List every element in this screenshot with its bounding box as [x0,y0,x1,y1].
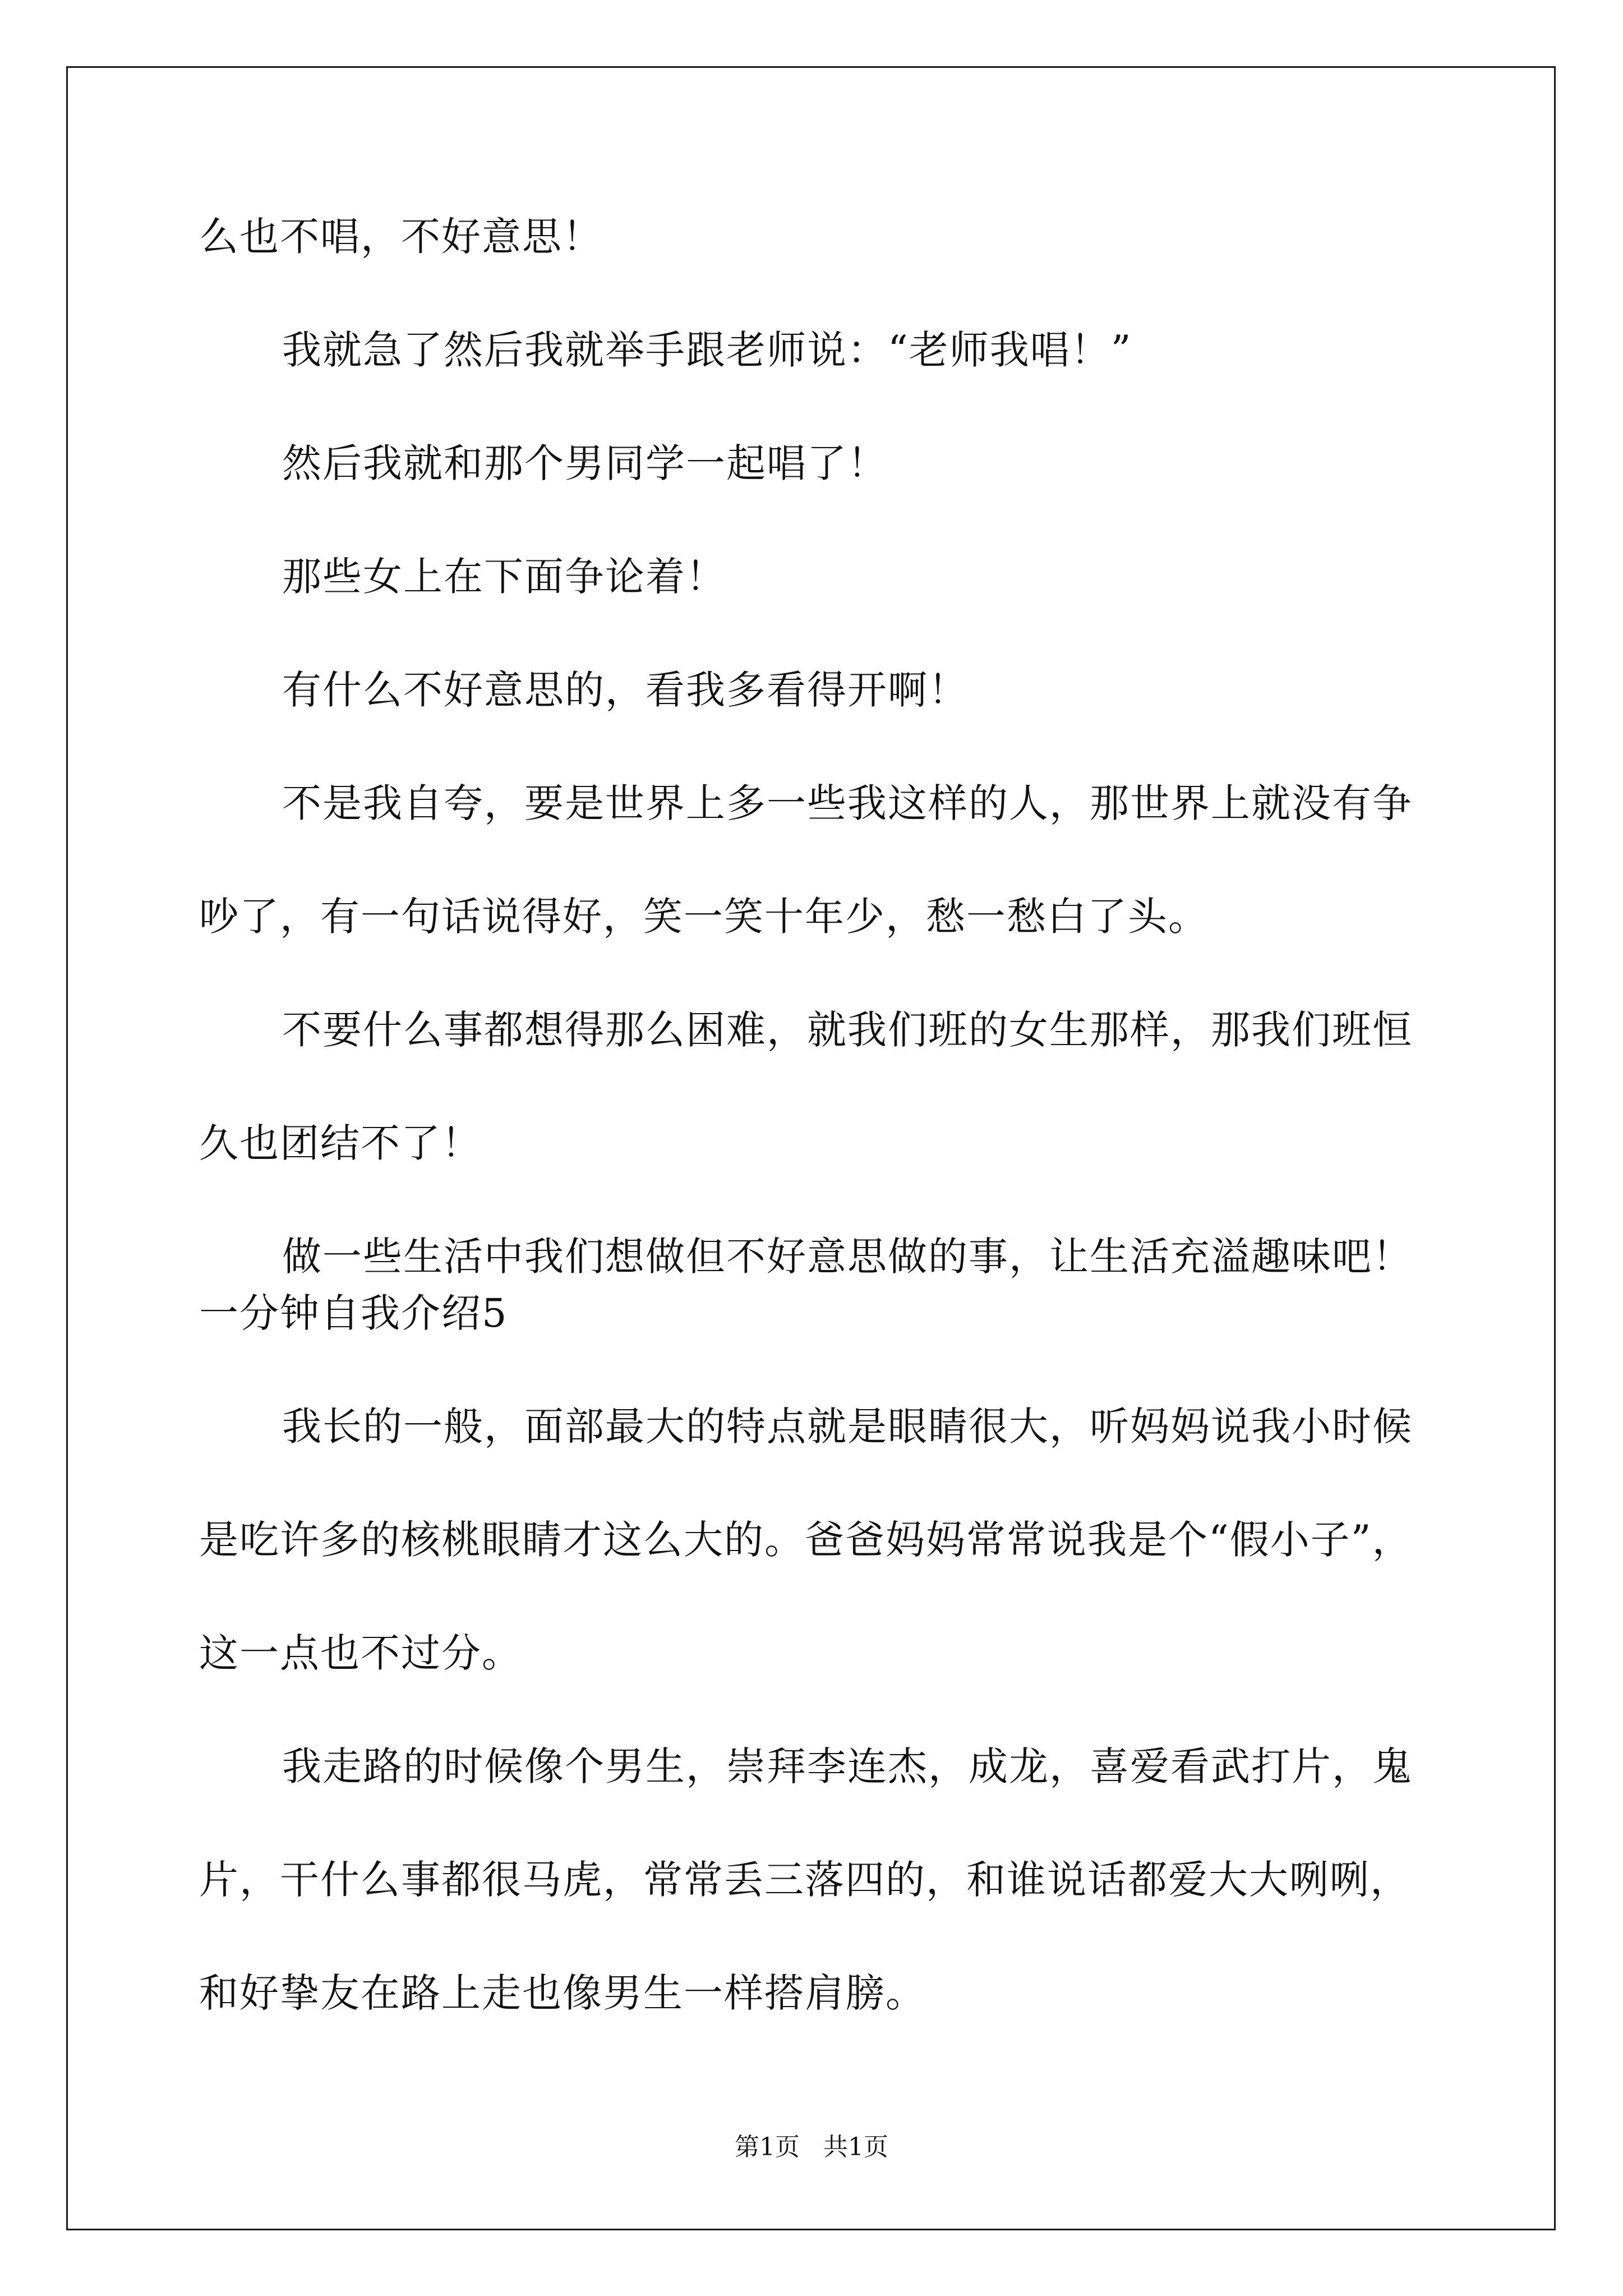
paragraph-line: 和好挚友在路上走也像男生一样搭肩膀。 [199,1970,926,2016]
paragraph-line-indented: 不是我自夸，要是世界上多一些我这样的人，那世界上就没有争 [282,780,1413,826]
paragraph-line-indented: 有什么不好意思的，看我多看得开啊！ [282,667,969,713]
page-footer [0,2132,1623,2163]
paragraph-line-indented: 做一些生活中我们想做但不好意思做的事，让生活充溢趣味吧！ [282,1234,1413,1280]
paragraph-line: 这一点也不过分。 [199,1630,522,1676]
page-number-total: 共1页 [823,2133,888,2161]
paragraph-line-indented: 我长的一般，面部最大的特点就是眼睛很大，听妈妈说我小时候 [282,1404,1413,1450]
paragraph-line-indented: 我走路的时候像个男生，崇拜李连杰，成龙，喜爱看武打片，鬼 [282,1743,1413,1789]
paragraph-line: 是吃许多的核桃眼睛才这么大的。爸爸妈妈常常说我是个“假小子”， [199,1517,1413,1563]
paragraph-line-indented: 我就急了然后我就举手跟老师说：“老师我唱！” [282,327,1132,373]
page-number-current: 第1页 [735,2133,800,2161]
paragraph-line: 片，干什么事都很马虎，常常丢三落四的，和谁说话都爱大大咧咧， [199,1857,1410,1903]
paragraph-line-indented: 那些女上在下面争论着！ [282,554,726,600]
paragraph-line: 么也不唱，不好意思！ [199,214,603,260]
paragraph-line: 久也团结不了！ [199,1120,482,1166]
paragraph-line-indented: 然后我就和那个男同学一起唱了！ [282,440,888,486]
paragraph-line: 吵了，有一句话说得好，笑一笑十年少，愁一愁白了头。 [199,894,1209,940]
paragraph-line-indented: 不要什么事都想得那么困难，就我们班的女生那样，那我们班恒 [282,1007,1413,1053]
paragraph-line: 一分钟自我介绍5 [199,1290,508,1336]
